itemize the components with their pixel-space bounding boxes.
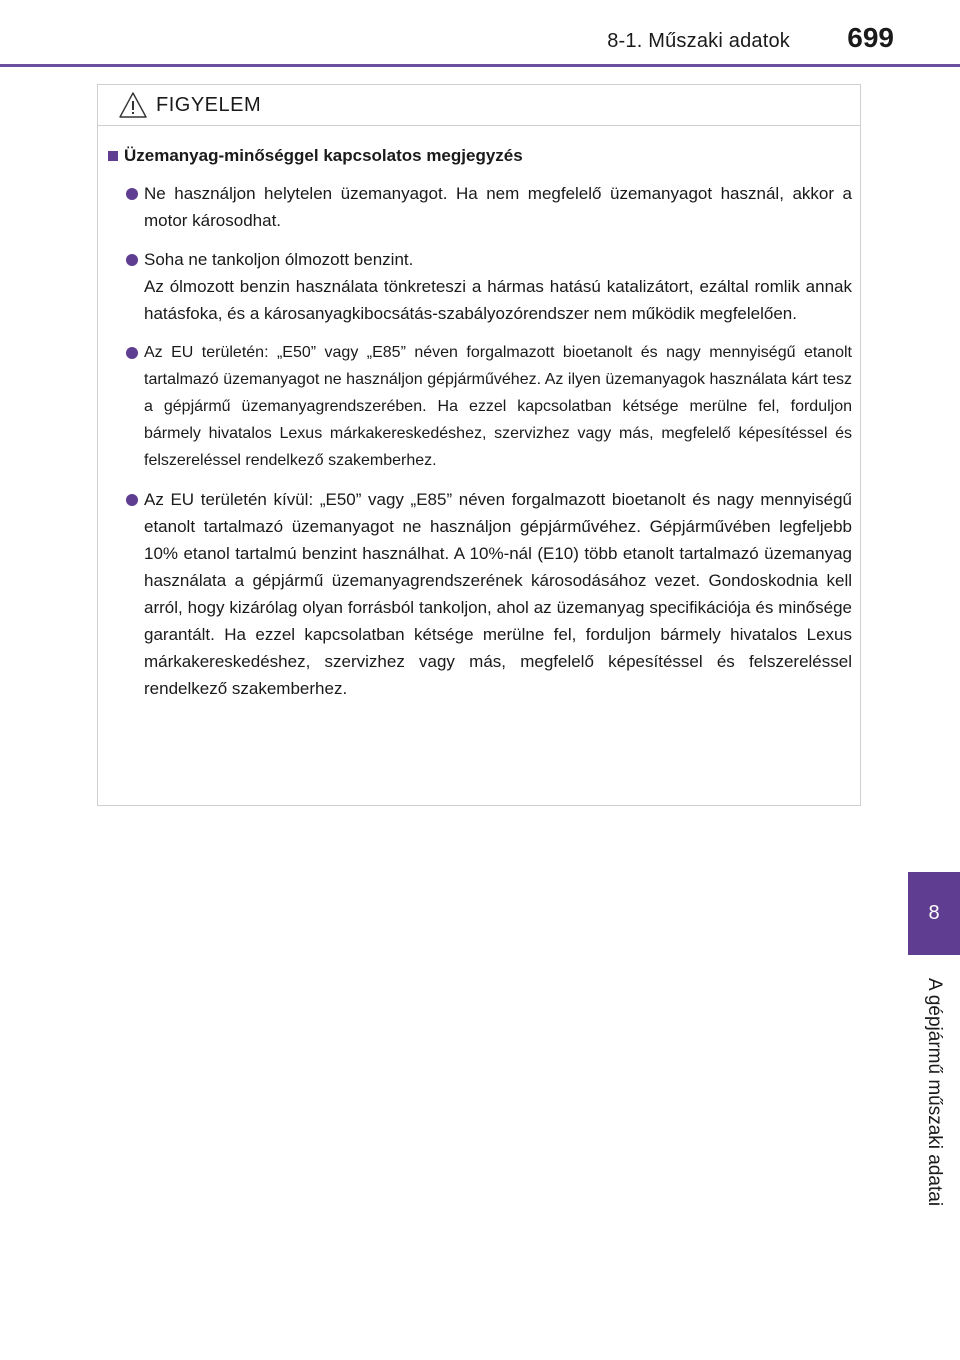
list-item-text: Az EU területén kívül: „E50” vagy „E85” néven forgalmazott bioetanolt és nagy mennyiségű etanolt tartalmazó üzemanyagot ne használjon gépjárművéhez. Gépjárművében legfeljebb 10% etanol tartalmú benzint használhat. A 10%-nál (E10) több etanolt tartalmazó üzemanyag használata a gépjármű üzemanyagrendszerének károsodásához vezet. Gondoskodnia kell arról, hogy kizárólag olyan forrásból tankoljon, ahol az üzemanyag specifikációja és minősége garantált. Ha ezzel kapcsolatban kétsége merülne fel, forduljon bármely hivatalos Lexus márkakereskedéshez, szervizhez vagy más, megfelelő képesítéssel és felszereléssel rendelkező szakemberhez.: [144, 490, 852, 698]
round-bullet-icon: [126, 188, 138, 200]
list-item-text: Soha ne tankoljon ólmozott benzint.: [144, 250, 414, 269]
list-item-text: Az ólmozott benzin használata tönkreteszi a hármas hatású katalizátort, ezáltal romlik annak hatásfoka, és a károsanyagkibocsátás-szabályozórendszer nem működik megfelelően.: [144, 277, 852, 323]
header-rule: [0, 64, 960, 67]
warning-list: [98, 174, 860, 708]
list-item: [126, 480, 852, 708]
section-heading: [108, 146, 860, 166]
list-item: [126, 240, 852, 333]
round-bullet-icon: [126, 494, 138, 506]
warning-title: FIGYELEM: [156, 93, 262, 116]
list-item: [126, 174, 852, 240]
section-heading-text: Üzemanyag-minőséggel kapcsolatos megjegyzés: [124, 146, 523, 165]
page-header: [0, 0, 960, 66]
warning-header: [98, 85, 860, 126]
chapter-number: 8: [928, 902, 940, 924]
chapter-tab: [908, 872, 960, 955]
page-number: 699: [847, 22, 894, 53]
list-item-text: Ne használjon helytelen üzemanyagot. Ha nem megfelelő üzemanyagot használ, akkor a motor károsodhat.: [144, 184, 852, 230]
section-title: 8-1. Műszaki adatok: [607, 30, 790, 52]
list-item-text: Az EU területén: „E50” vagy „E85” néven forgalmazott bioetanolt és nagy mennyiségű etanolt tartalmazó üzemanyagot ne használjon gépjárművéhez. Az ilyen üzemanyagok használata kárt tesz a gépjármű üzemanyagrendszerében. Ha ezzel kapcsolatban kétsége merülne fel, forduljon bármely hivatalos Lexus márkakereskedéshez, szervizhez vagy más, megfelelő képesítéssel és felszereléssel rendelkező szakemberhez.: [144, 344, 852, 469]
list-item: [126, 333, 852, 480]
round-bullet-icon: [126, 254, 138, 266]
square-bullet-icon: [108, 151, 118, 161]
round-bullet-icon: [126, 347, 138, 359]
warning-box: [97, 84, 861, 806]
warning-triangle-icon: [118, 91, 148, 119]
chapter-title: A gépjármű műszaki adatai: [924, 977, 945, 1207]
chapter-side-label: [910, 964, 958, 1220]
